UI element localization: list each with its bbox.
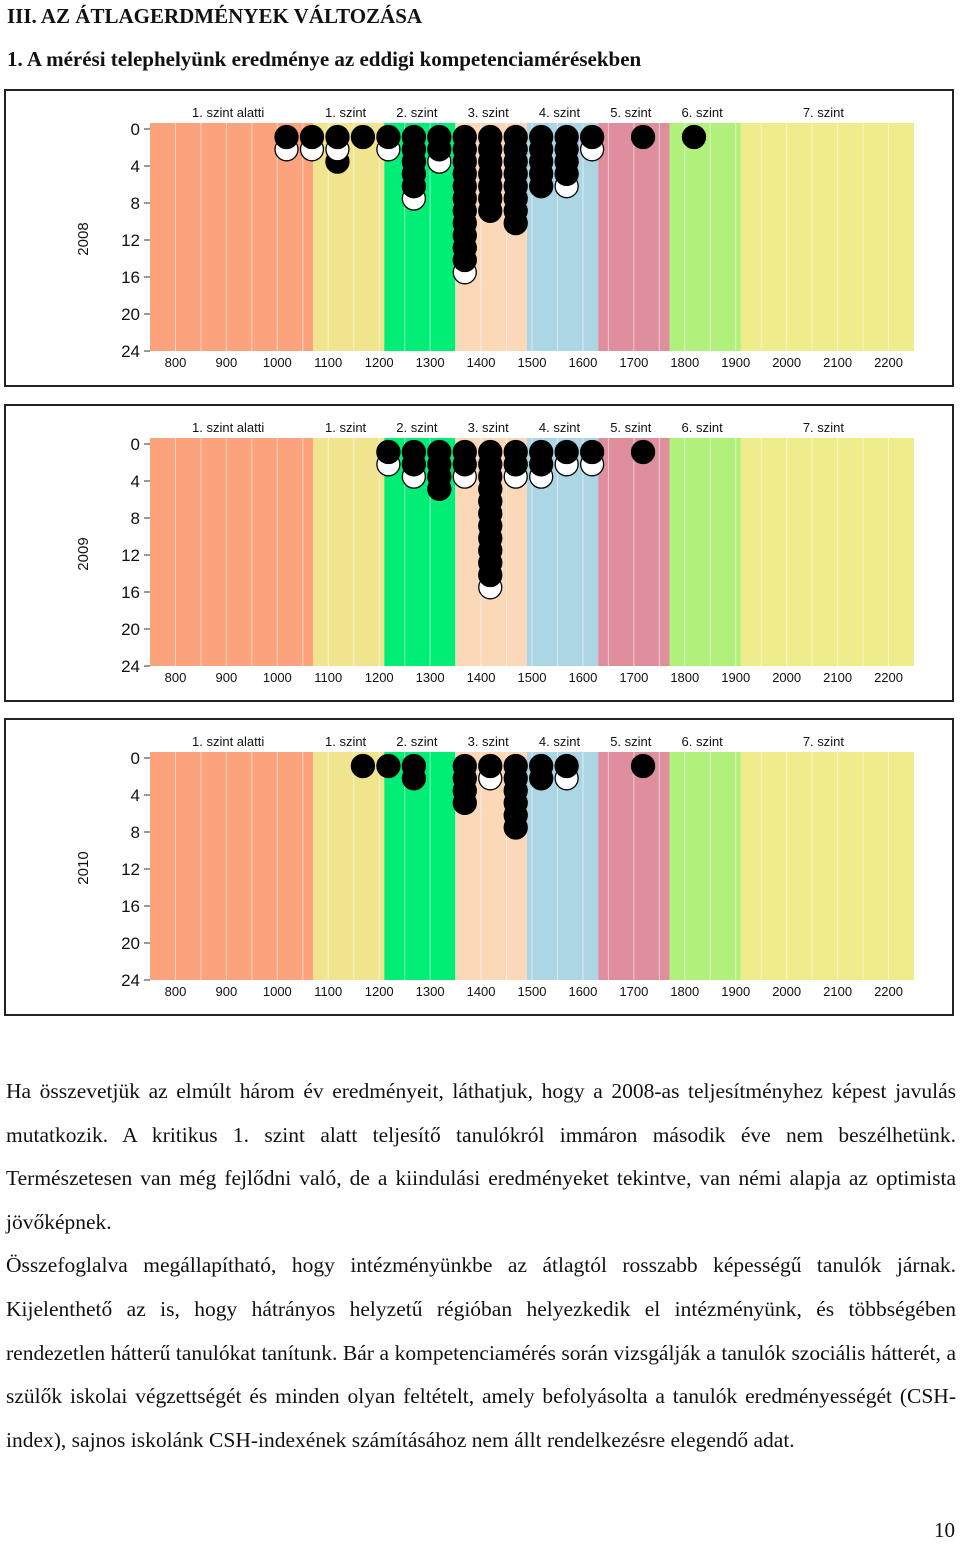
x-tick-label: 1700 (619, 984, 649, 999)
band-label: 7. szint (802, 420, 845, 435)
student-dot (351, 126, 374, 149)
y-tick-label: 20 (121, 620, 140, 639)
band-label: 3. szint (467, 734, 509, 749)
student-dot (581, 126, 604, 149)
y-tick-label: 4 (130, 472, 140, 491)
level-band (670, 752, 741, 980)
band-label: 7. szint (802, 734, 845, 749)
level-band (741, 123, 914, 351)
band-label: 6. szint (681, 105, 723, 120)
student-dot (453, 126, 476, 149)
student-dot (504, 441, 527, 464)
y-tick-label: 24 (121, 971, 140, 990)
chart-svg (6, 406, 952, 700)
student-dot (555, 441, 578, 464)
x-tick-label: 2200 (874, 355, 903, 370)
band-label: 1. szint alatti (192, 734, 265, 749)
y-tick-label: 24 (121, 657, 140, 676)
x-tick-label: 1900 (721, 670, 751, 685)
student-dot (479, 441, 502, 464)
page-number: 10 (934, 1518, 955, 1542)
student-dot (402, 441, 425, 464)
student-dot (326, 126, 349, 149)
x-tick-label: 2200 (874, 984, 903, 999)
chart-svg (6, 91, 952, 385)
y-tick-label: 0 (130, 749, 140, 768)
year-axis-label: 2009 (75, 537, 92, 571)
y-tick-label: 0 (130, 435, 140, 454)
x-tick-label: 1200 (364, 355, 394, 370)
y-tick-label: 12 (121, 546, 140, 565)
band-label: 5. szint (610, 105, 652, 120)
band-label: 1. szint (324, 420, 367, 435)
x-tick-label: 1800 (670, 984, 700, 999)
x-tick-label: 1800 (670, 355, 700, 370)
band-label: 3. szint (467, 105, 509, 120)
x-tick-label: 1600 (568, 984, 598, 999)
y-tick-label: 24 (121, 342, 140, 361)
student-dot (453, 755, 476, 778)
x-tick-label: 1000 (262, 984, 292, 999)
x-tick-label: 2000 (772, 355, 802, 370)
y-tick-label: 8 (130, 823, 140, 842)
student-dot (530, 441, 553, 464)
paragraph-2: Összefoglalva megállapítható, hogy intézményünkbe az átlagtól rosszabb képességű tanulók járnak. Kijelenthető az is, hogy hátrányos helyzetű régióban helyezkedik el intézményünk, és többségében rendezetlen hátterű tanulókat tanítunk. Bár a kompetenciamérés során vizsgálják a tanulók szociális hátterét, a szülők iskolai végzettségét és minden olyan feltételt, amely befolyásolta a tanulók eredményességét (CSH-index), sajnos iskolánk CSH-indexének számításához nem állt rendelkezésre elegendő adat. (6, 1253, 956, 1452)
student-dot (428, 441, 451, 464)
student-dot (377, 441, 400, 464)
level-band (670, 438, 741, 666)
student-dot (453, 441, 476, 464)
x-tick-label: 1900 (721, 984, 751, 999)
y-tick-label: 0 (130, 120, 140, 139)
chart-2010 (4, 718, 954, 1016)
x-tick-label: 800 (164, 670, 187, 685)
band-label: 1. szint alatti (192, 420, 265, 435)
band-label: 2. szint (396, 734, 438, 749)
body-text (6, 1070, 956, 1462)
level-band (313, 438, 384, 666)
band-label: 5. szint (610, 734, 652, 749)
level-band (313, 752, 384, 980)
x-tick-label: 1500 (517, 670, 547, 685)
x-tick-label: 1700 (619, 355, 649, 370)
chart-2008 (4, 89, 954, 387)
x-tick-label: 1800 (670, 670, 700, 685)
x-tick-label: 1200 (364, 670, 394, 685)
x-tick-label: 2000 (772, 670, 802, 685)
x-tick-label: 900 (215, 355, 238, 370)
subsection-title: 1. A mérési telephelyünk eredménye az eddigi kompetenciamérésekben (7, 47, 642, 71)
level-band (150, 438, 313, 666)
student-dot (479, 126, 502, 149)
year-axis-label: 2008 (75, 222, 92, 256)
y-tick-label: 12 (121, 860, 140, 879)
student-dot (632, 126, 655, 149)
student-dot (479, 755, 502, 778)
student-dot (300, 126, 323, 149)
y-tick-label: 20 (121, 305, 140, 324)
student-dot (581, 441, 604, 464)
band-label: 3. szint (467, 420, 509, 435)
student-dot (377, 126, 400, 149)
band-label: 6. szint (681, 420, 723, 435)
band-label: 5. szint (610, 420, 652, 435)
x-tick-label: 900 (215, 670, 238, 685)
y-tick-label: 16 (121, 583, 140, 602)
x-tick-label: 800 (164, 355, 187, 370)
paragraph-1: Ha összevetjük az elmúlt három év eredményeit, láthatjuk, hogy a 2008-as teljesítményhez képest javulás mutatkozik. A kritikus 1. szint alatt teljesítő tanulókról immáron második éve nem beszélhetünk. Természetesen van még fejlődni való, de a kiindulási eredményeket tekintve, van némi alapja az optimista jövőképnek. (6, 1079, 956, 1234)
section-title: III. AZ ÁTLAGERDMÉNYEK VÁLTOZÁSA (7, 4, 423, 28)
x-tick-label: 1200 (364, 984, 394, 999)
x-tick-label: 1900 (721, 355, 751, 370)
student-dot (632, 755, 655, 778)
band-label: 2. szint (396, 105, 438, 120)
y-tick-label: 8 (130, 194, 140, 213)
y-tick-label: 16 (121, 897, 140, 916)
x-tick-label: 1100 (314, 355, 343, 370)
y-tick-label: 4 (130, 157, 140, 176)
x-tick-label: 1100 (314, 984, 343, 999)
x-tick-label: 1300 (415, 984, 445, 999)
level-band (741, 438, 914, 666)
x-tick-label: 900 (215, 984, 238, 999)
band-label: 6. szint (681, 734, 723, 749)
x-tick-label: 1300 (415, 670, 445, 685)
x-tick-label: 1100 (314, 670, 343, 685)
student-dot (275, 126, 298, 149)
student-dot (555, 126, 578, 149)
band-label: 7. szint (802, 105, 845, 120)
x-tick-label: 2100 (823, 984, 853, 999)
student-dot (504, 755, 527, 778)
x-tick-label: 1600 (568, 355, 598, 370)
student-dot (504, 126, 527, 149)
x-tick-label: 1500 (517, 984, 547, 999)
y-tick-label: 16 (121, 268, 140, 287)
student-dot (632, 441, 655, 464)
chart-2009 (4, 404, 954, 702)
x-tick-label: 1400 (466, 355, 496, 370)
student-dot (530, 126, 553, 149)
x-tick-label: 1300 (415, 355, 445, 370)
x-tick-label: 1700 (619, 670, 649, 685)
x-tick-label: 1600 (568, 670, 598, 685)
student-dot (377, 755, 400, 778)
band-label: 4. szint (538, 734, 581, 749)
student-dot (351, 755, 374, 778)
x-tick-label: 2000 (772, 984, 802, 999)
x-tick-label: 2100 (823, 355, 853, 370)
band-label: 1. szint alatti (192, 105, 265, 120)
student-dot (530, 755, 553, 778)
x-tick-label: 800 (164, 984, 187, 999)
level-band (741, 752, 914, 980)
band-label: 1. szint (324, 105, 367, 120)
x-tick-label: 2200 (874, 670, 903, 685)
level-band (150, 752, 313, 980)
x-tick-label: 1400 (466, 670, 496, 685)
y-tick-label: 12 (121, 231, 140, 250)
x-tick-label: 1000 (262, 355, 292, 370)
student-dot (402, 755, 425, 778)
band-label: 4. szint (538, 105, 581, 120)
x-tick-label: 1500 (517, 355, 547, 370)
year-axis-label: 2010 (75, 851, 92, 885)
y-tick-label: 4 (130, 786, 140, 805)
level-band (670, 123, 741, 351)
x-tick-label: 2100 (823, 670, 853, 685)
chart-svg (6, 720, 952, 1014)
y-tick-label: 20 (121, 934, 140, 953)
student-dot (428, 126, 451, 149)
student-dot (682, 126, 705, 149)
x-tick-label: 1400 (466, 984, 496, 999)
student-dot (402, 126, 425, 149)
band-label: 2. szint (396, 420, 438, 435)
band-label: 1. szint (324, 734, 367, 749)
y-tick-label: 8 (130, 509, 140, 528)
student-dot (555, 755, 578, 778)
band-label: 4. szint (538, 420, 581, 435)
x-tick-label: 1000 (262, 670, 292, 685)
